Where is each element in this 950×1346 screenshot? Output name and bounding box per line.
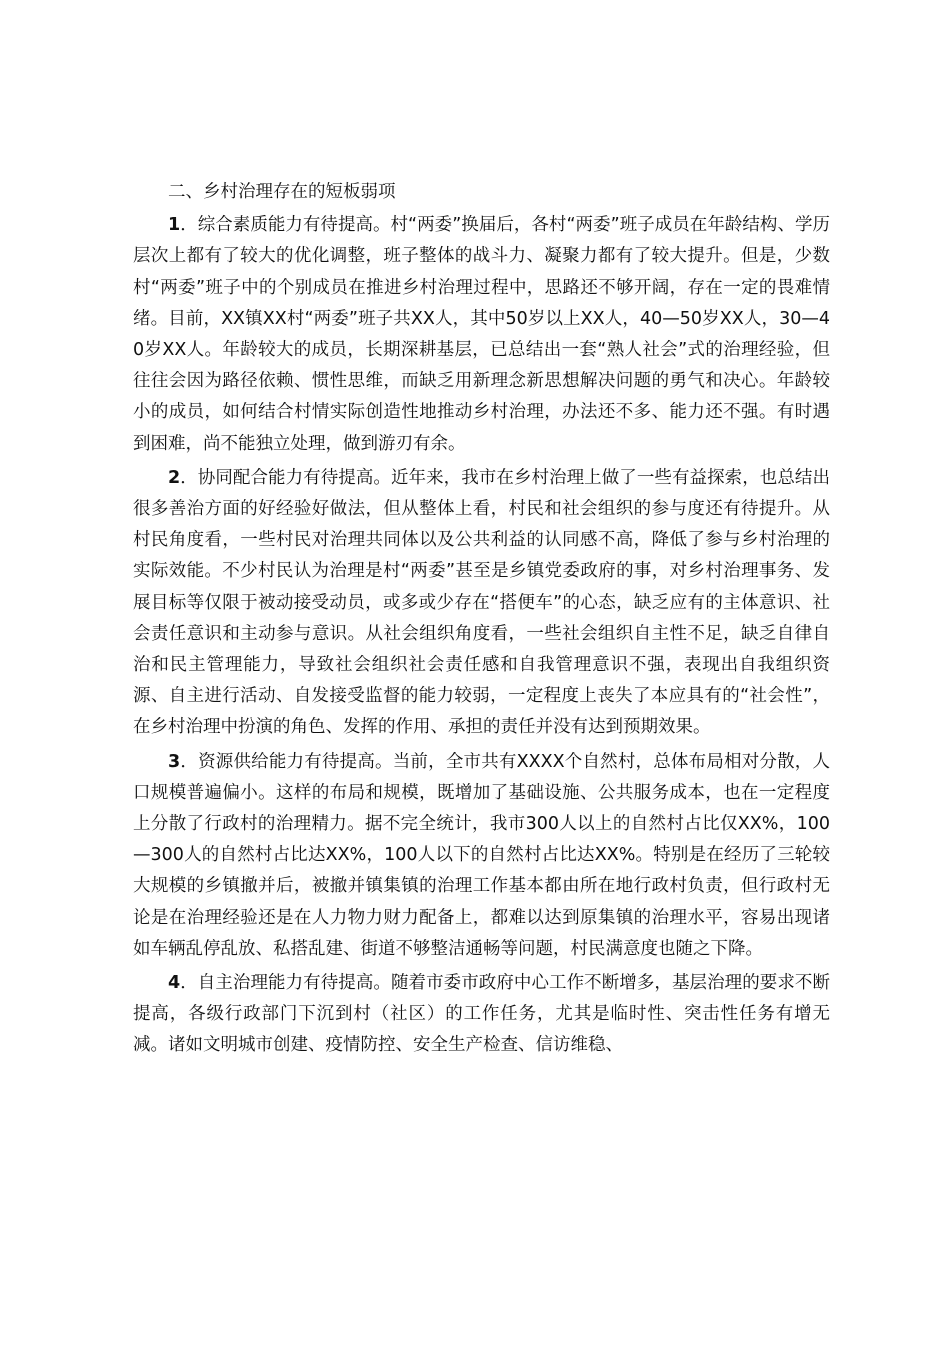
paragraph-text: ．协同配合能力有待提高。近年来，我市在乡村治理上做了一些有益探索，也总结出很多善治方面的好经验好做法，但从整体上看，村民和社会组织的参与度还有待提升。从村民角度看，一些村民对治理共同体以及公共利益的认同感不高，降低了参与乡村治理的实际效能。不少村民认为治理是村“两委”甚至是乡镇党委政府的事，对乡村治理事务、发展目标等仅限于被动接受动员，或多或少存在“搭便车”的心态，缺乏应有的主体意识、社会责任意识和主动参与意识。从社会组织角度看，一些社会组织自主性不足，缺乏自律自治和民主管理能力，导致社会组织社会责任感和自我管理意识不强，表现出自我组织资源、自主进行活动、自发接受监督的能力较弱，一定程度上丧失了本应具有的“社会性”，在乡村治理中扮演的角色、发挥的作用、承担的责任并没有达到预期效果。 [133,467,830,738]
paragraph-text: ．综合素质能力有待提高。村“两委”换届后，各村“两委”班子成员在年龄结构、学历层次上都有了较大的优化调整，班子整体的战斗力、凝聚力都有了较大提升。但是，少数村“两委”班子中的个别成员在推进乡村治理过程中，思路还不够开阔，存在一定的畏难情绪。目前，XX镇XX村“两委”班子共XX人，其中50岁以上XX人，40—50岁XX人，30—40岁XX人。年龄较大的成员，长期深耕基层，已总结出一套“熟人社会”式的治理经验，但往往会因为路径依赖、惯性思维，而缺乏用新理念新思想解决问题的勇气和决心。年龄较小的成员，如何结合村情实际创造性地推动乡村治理，办法还不多、能力还不强。有时遇到困难，尚不能独立处理，做到游刃有余。 [133,215,830,454]
paragraph-4 [133,968,830,1062]
paragraph-number: 4 [168,973,181,994]
section-heading: 二、乡村治理存在的短板弱项 [168,182,396,202]
paragraph-text: ．自主治理能力有待提高。随着市委市政府中心工作不断增多，基层治理的要求不断提高，各级行政部门下沉到村（社区）的工作任务，尤其是临时性、突击性任务有增无减。诸如文明城市创建、疫情防控、安全生产检查、信访维稳、 [133,973,830,1056]
paragraph-3 [133,747,830,965]
paragraph-number: 2 [168,467,181,488]
paragraph-number: 1 [168,215,181,236]
paragraph-text: ．资源供给能力有待提高。当前，全市共有XXXX个自然村，总体布局相对分散，人口规模普遍偏小。这样的布局和规模，既增加了基础设施、公共服务成本，也在一定程度上分散了行政村的治理精力。据不完全统计，我市300人以上的自然村占比仅XX%，100—300人的自然村占比达XX%，100人以下的自然村占比达XX%。特别是在经历了三轮较大规模的乡镇撤并后，被撤并镇集镇的治理工作基本都由所在地行政村负责，但行政村无论是在治理经验还是在人力物力财力配备上，都难以达到原集镇的治理水平，容易出现诸如车辆乱停乱放、私搭乱建、街道不够整洁通畅等问题，村民满意度也随之下降。 [133,751,830,959]
paragraph-1 [133,210,830,460]
paragraph-2 [133,463,830,744]
document-body [133,177,830,1065]
paragraph-number: 3 [168,751,181,772]
